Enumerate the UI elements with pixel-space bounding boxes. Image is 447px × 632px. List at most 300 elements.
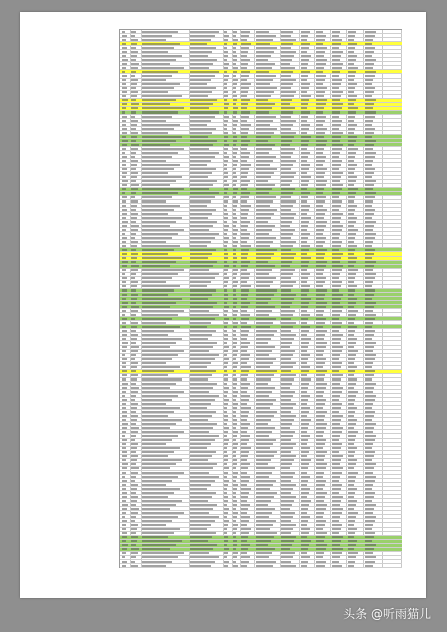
table-cell: [256, 233, 269, 235]
table-cell: [301, 488, 310, 490]
table-cell: [241, 326, 251, 328]
table-cell: [256, 411, 277, 413]
table-cell: [281, 221, 292, 223]
table-cell: [316, 47, 327, 49]
table-cell: [332, 439, 339, 441]
table-cell: [224, 140, 227, 142]
table-cell: [332, 366, 341, 368]
table-cell: [131, 120, 138, 122]
table-cell: [348, 383, 356, 385]
table-cell: [190, 395, 219, 397]
table-cell: [301, 366, 310, 368]
table-cell: [142, 233, 178, 235]
table-cell: [332, 504, 340, 506]
table-cell: [142, 47, 174, 49]
table-cell: [316, 298, 324, 300]
table-cell: [301, 144, 308, 146]
table-cell: [190, 217, 208, 219]
table-cell: [224, 383, 227, 385]
table-cell: [142, 383, 176, 385]
table-cell: [281, 532, 291, 534]
table-cell: [301, 55, 311, 57]
table-cell: [348, 128, 355, 130]
table-cell: [233, 480, 236, 482]
table-cell: [256, 488, 270, 490]
table-cell: [241, 285, 251, 287]
table-cell: [365, 35, 375, 37]
table-cell: [224, 107, 228, 109]
table-cell: [233, 556, 237, 558]
table-cell: [348, 136, 357, 138]
table-cell: [131, 435, 136, 437]
table-cell: [301, 71, 310, 73]
table-cell: [281, 350, 295, 352]
table-cell: [301, 209, 309, 211]
table-cell: [348, 289, 355, 291]
table-cell: [348, 196, 355, 198]
table-cell: [233, 188, 238, 190]
table-cell: [316, 116, 326, 118]
table-cell: [316, 140, 327, 142]
table-cell: [241, 383, 250, 385]
table-cell: [241, 269, 247, 271]
table-cell: [365, 378, 372, 380]
table-cell: [332, 79, 342, 81]
table-cell: [233, 500, 237, 502]
table-cell: [348, 516, 356, 518]
table-cell: [131, 184, 139, 186]
table-cell: [281, 326, 293, 328]
table-cell: [281, 265, 290, 267]
table-cell: [256, 338, 271, 340]
table-cell: [190, 330, 216, 332]
table-cell: [332, 346, 343, 348]
table-cell: [122, 156, 127, 158]
table-cell: [365, 136, 372, 138]
table-cell: [365, 79, 373, 81]
table-cell: [301, 395, 310, 397]
table-cell: [224, 370, 227, 372]
table-cell: [348, 326, 357, 328]
table-cell: [233, 504, 237, 506]
table-cell: [122, 184, 127, 186]
table-cell: [131, 512, 138, 514]
table-cell: [365, 176, 372, 178]
table-cell: [142, 107, 184, 109]
table-cell: [348, 310, 358, 312]
table-cell: [224, 302, 227, 304]
table-cell: [256, 237, 276, 239]
table-cell: [332, 31, 340, 33]
table-cell: [241, 302, 250, 304]
table-cell: [281, 281, 296, 283]
table-cell: [348, 67, 358, 69]
table-cell: [241, 472, 247, 474]
table-cell: [224, 395, 227, 397]
table-cell: [256, 451, 277, 453]
table-cell: [316, 128, 327, 130]
table-cell: [316, 480, 326, 482]
table-cell: [122, 423, 128, 425]
table-cell: [281, 415, 296, 417]
table-cell: [301, 184, 308, 186]
table-cell: [142, 148, 184, 150]
table-cell: [256, 217, 271, 219]
table-cell: [122, 488, 126, 490]
table-cell: [241, 51, 248, 53]
table-cell: [142, 63, 170, 65]
table-cell: [241, 87, 249, 89]
table-cell: [301, 47, 309, 49]
table-cell: [256, 383, 268, 385]
table-cell: [365, 83, 372, 85]
table-cell: [281, 152, 293, 154]
table-cell: [348, 362, 354, 364]
table-cell: [281, 233, 293, 235]
table-cell: [122, 111, 125, 113]
table-cell: [142, 403, 166, 405]
table-cell: [190, 172, 212, 174]
table-cell: [301, 237, 308, 239]
table-cell: [233, 184, 236, 186]
table-cell: [224, 427, 229, 429]
table-cell: [131, 439, 135, 441]
table-cell: [224, 184, 229, 186]
table-cell: [190, 548, 213, 550]
table-cell: [348, 184, 354, 186]
table-cell: [241, 561, 249, 563]
table-cell: [348, 168, 355, 170]
table-cell: [332, 552, 342, 554]
table-cell: [348, 107, 358, 109]
table-cell: [281, 480, 291, 482]
table-cell: [142, 395, 178, 397]
table-cell: [131, 233, 136, 235]
table-cell: [301, 447, 310, 449]
table-cell: [348, 192, 356, 194]
table-cell: [224, 411, 227, 413]
table-cell: [142, 200, 166, 202]
table-cell: [190, 338, 208, 340]
table-cell: [241, 111, 250, 113]
table-cell: [241, 322, 247, 324]
table-cell: [190, 443, 211, 445]
table-cell: [233, 395, 237, 397]
table-cell: [142, 39, 166, 41]
table-cell: [122, 500, 126, 502]
table-cell: [224, 233, 227, 235]
table-cell: [224, 196, 229, 198]
table-cell: [301, 160, 307, 162]
table-cell: [348, 459, 357, 461]
table-cell: [301, 439, 308, 441]
table-cell: [224, 176, 228, 178]
table-cell: [256, 55, 271, 57]
table-cell: [348, 330, 355, 332]
table-cell: [190, 116, 215, 118]
table-cell: [142, 492, 174, 494]
table-cell: [241, 306, 248, 308]
table-cell: [281, 229, 295, 231]
table-cell: [241, 378, 247, 380]
table-cell: [301, 508, 308, 510]
table-cell: [224, 508, 229, 510]
table-cell: [365, 269, 373, 271]
table-cell: [122, 310, 126, 312]
table-cell: [316, 467, 326, 469]
table-cell: [224, 407, 227, 409]
table-cell: [332, 387, 343, 389]
table-cell: [301, 459, 311, 461]
table-cell: [332, 51, 343, 53]
table-cell: [256, 192, 269, 194]
table-cell: [233, 565, 238, 567]
table-cell: [233, 209, 236, 211]
table-cell: [332, 314, 340, 316]
table-cell: [316, 31, 323, 33]
table-cell: [348, 298, 357, 300]
table-cell: [316, 415, 325, 417]
table-cell: [122, 87, 127, 89]
table-cell: [131, 520, 135, 522]
table-cell: [190, 107, 209, 109]
table-cell: [348, 213, 354, 215]
table-cell: [348, 419, 357, 421]
table-cell: [256, 39, 273, 41]
table-cell: [256, 47, 277, 49]
table-cell: [256, 245, 270, 247]
table-cell: [122, 342, 128, 344]
table-cell: [301, 164, 310, 166]
table-cell: [365, 552, 373, 554]
table-cell: [241, 180, 250, 182]
table-cell: [348, 484, 354, 486]
table-cell: [281, 209, 291, 211]
table-cell: [316, 221, 327, 223]
table-cell: [301, 383, 309, 385]
table-cell: [365, 411, 375, 413]
table-cell: [190, 310, 209, 312]
table-cell: [332, 326, 341, 328]
table-cell: [190, 124, 207, 126]
document-page: [20, 12, 426, 598]
table-cell: [131, 140, 136, 142]
table-cell: [316, 338, 324, 340]
table-cell: [142, 253, 168, 255]
table-cell: [316, 51, 325, 53]
table-cell: [131, 176, 137, 178]
table-cell: [224, 55, 228, 57]
table-cell: [122, 205, 126, 207]
table-cell: [365, 439, 375, 441]
table-cell: [332, 192, 340, 194]
table-cell: [131, 403, 138, 405]
table-cell: [122, 540, 126, 542]
table-cell: [122, 370, 127, 372]
table-cell: [142, 241, 166, 243]
table-cell: [241, 310, 247, 312]
table-cell: [316, 213, 325, 215]
table-cell: [142, 152, 178, 154]
table-cell: [301, 103, 308, 105]
table-cell: [281, 111, 293, 113]
table-cell: [256, 160, 273, 162]
table-cell: [301, 544, 309, 546]
table-cell: [233, 75, 236, 77]
table-cell: [241, 504, 250, 506]
table-cell: [301, 520, 308, 522]
table-cell: [348, 427, 354, 429]
table-cell: [348, 528, 357, 530]
table-cell: [190, 156, 215, 158]
table-cell: [233, 524, 238, 526]
table-cell: [122, 172, 127, 174]
table-cell: [301, 39, 307, 41]
table-cell: [301, 496, 307, 498]
table-cell: [131, 451, 136, 453]
table-cell: [316, 172, 325, 174]
table-cell: [122, 79, 126, 81]
table-cell: [281, 217, 294, 219]
table-cell: [142, 172, 168, 174]
table-cell: [142, 520, 172, 522]
table-cell: [365, 387, 374, 389]
table-cell: [316, 342, 327, 344]
table-cell: [348, 496, 354, 498]
table-cell: [256, 439, 276, 441]
table-cell: [365, 253, 374, 255]
table-cell: [365, 391, 373, 393]
table-cell: [332, 358, 339, 360]
table-cell: [233, 156, 236, 158]
table-cell: [365, 67, 373, 69]
table-cell: [241, 423, 250, 425]
table-cell: [332, 47, 339, 49]
table-cell: [316, 160, 325, 162]
table-cell: [241, 221, 250, 223]
table-cell: [122, 196, 127, 198]
table-cell: [241, 265, 248, 267]
table-cell: [190, 342, 217, 344]
table-cell: [241, 132, 248, 134]
table-cell: [316, 447, 323, 449]
table-cell: [142, 540, 182, 542]
table-cell: [348, 285, 357, 287]
table-cell: [256, 467, 275, 469]
table-cell: [301, 302, 309, 304]
table-cell: [142, 500, 182, 502]
table-cell: [142, 205, 180, 207]
table-cell: [190, 556, 219, 558]
table-cell: [301, 484, 307, 486]
table-cell: [241, 241, 247, 243]
table-cell: [348, 180, 356, 182]
table-cell: [224, 209, 227, 211]
table-cell: [332, 229, 342, 231]
table-cell: [131, 245, 137, 247]
table-cell: [316, 294, 325, 296]
table-cell: [365, 63, 374, 65]
table-cell: [256, 83, 270, 85]
table-cell: [316, 540, 324, 542]
table-cell: [241, 480, 249, 482]
table-cell: [301, 269, 307, 271]
table-cell: [332, 306, 343, 308]
table-cell: [233, 544, 237, 546]
table-cell: [142, 415, 168, 417]
table-cell: [365, 556, 376, 558]
table-cell: [241, 95, 247, 97]
table-cell: [281, 439, 291, 441]
table-cell: [224, 516, 227, 518]
table-cell: [241, 225, 248, 227]
table-cell: [233, 520, 236, 522]
table-cell: [122, 265, 127, 267]
table-cell: [241, 217, 247, 219]
table-cell: [316, 387, 326, 389]
table-cell: [224, 249, 227, 251]
table-cell: [122, 350, 126, 352]
table-cell: [348, 334, 354, 336]
table-cell: [142, 358, 172, 360]
table-cell: [241, 548, 248, 550]
table-cell: [256, 536, 274, 538]
table-cell: [348, 520, 355, 522]
table-cell: [190, 269, 209, 271]
table-cell: [241, 387, 248, 389]
table-cell: [256, 455, 274, 457]
table-cell: [190, 67, 209, 69]
table-cell: [131, 273, 136, 275]
table-cell: [316, 318, 326, 320]
table-cell: [256, 209, 277, 211]
table-cell: [365, 310, 373, 312]
table-cell: [224, 431, 228, 433]
table-cell: [316, 87, 327, 89]
table-cell: [301, 524, 307, 526]
table-cell: [365, 528, 372, 530]
table-cell: [316, 302, 327, 304]
table-cell: [301, 334, 307, 336]
table-cell: [256, 196, 276, 198]
table-cell: [122, 132, 127, 134]
table-cell: [142, 512, 184, 514]
table-cell: [131, 192, 136, 194]
table-cell: [281, 75, 291, 77]
table-cell: [122, 302, 128, 304]
table-cell: [332, 205, 341, 207]
table-cell: [348, 338, 357, 340]
table-cell: [190, 435, 219, 437]
table-cell: [131, 261, 136, 263]
table-cell: [190, 520, 215, 522]
table-cell: [142, 330, 174, 332]
table-cell: [365, 326, 372, 328]
table-cell: [348, 536, 354, 538]
table-cell: [241, 233, 250, 235]
table-cell: [241, 281, 247, 283]
table-cell: [233, 407, 237, 409]
table-cell: [332, 302, 340, 304]
table-cell: [301, 107, 307, 109]
table-cell: [233, 200, 238, 202]
table-cell: [365, 111, 376, 113]
table-cell: [256, 374, 274, 376]
table-cell: [233, 496, 236, 498]
table-cell: [131, 168, 136, 170]
table-cell: [365, 419, 372, 421]
table-cell: [224, 237, 229, 239]
